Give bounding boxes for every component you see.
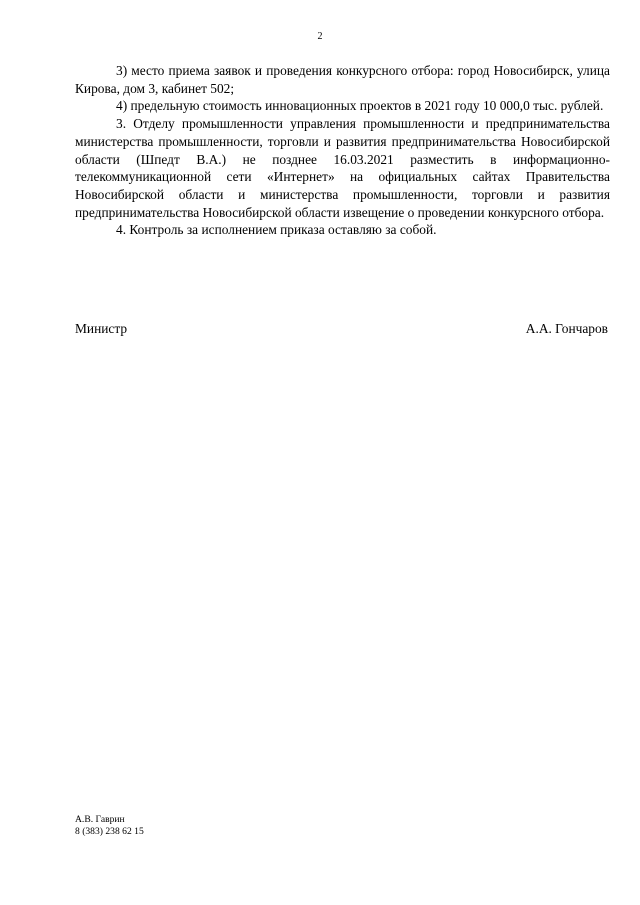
paragraph-control: 4. Контроль за исполнением приказа оставляю за собой. — [116, 222, 437, 238]
executor-name: А.В. Гаврин — [75, 814, 125, 825]
executor-block — [75, 814, 144, 838]
paragraph-publication-order: 3. Отделу промышленности управления промышленности и предпринимательства министерства промышленности, торговли и развития предпринимательства Новосибирской области (Шпедт В.А.) не позднее 16.03.2021 разместить в информационно-телекоммуникационной сети «Интернет» на официальных сайтах Правительства Новосибирской области и министерства промышленности, торговли и развития предпринимательства Новосибирской области извещение о проведении конкурсного отбора. — [75, 116, 610, 220]
paragraph-application-place: 3) место приема заявок и проведения конкурсного отбора: город Новосибирск, улица Кирова, дом 3, кабинет 502; — [75, 63, 610, 96]
signature-block — [75, 320, 610, 338]
page-number: 2 — [317, 31, 323, 42]
executor-phone: 8 (383) 238 62 15 — [75, 826, 144, 837]
paragraph-max-cost: 4) предельную стоимость инновационных проектов в 2021 году 10 000,0 тыс. рублей. — [116, 98, 604, 114]
document-body — [75, 62, 610, 239]
signatory-name: А.А. Гончаров — [525, 321, 608, 336]
signatory-position: Министр — [75, 321, 128, 336]
